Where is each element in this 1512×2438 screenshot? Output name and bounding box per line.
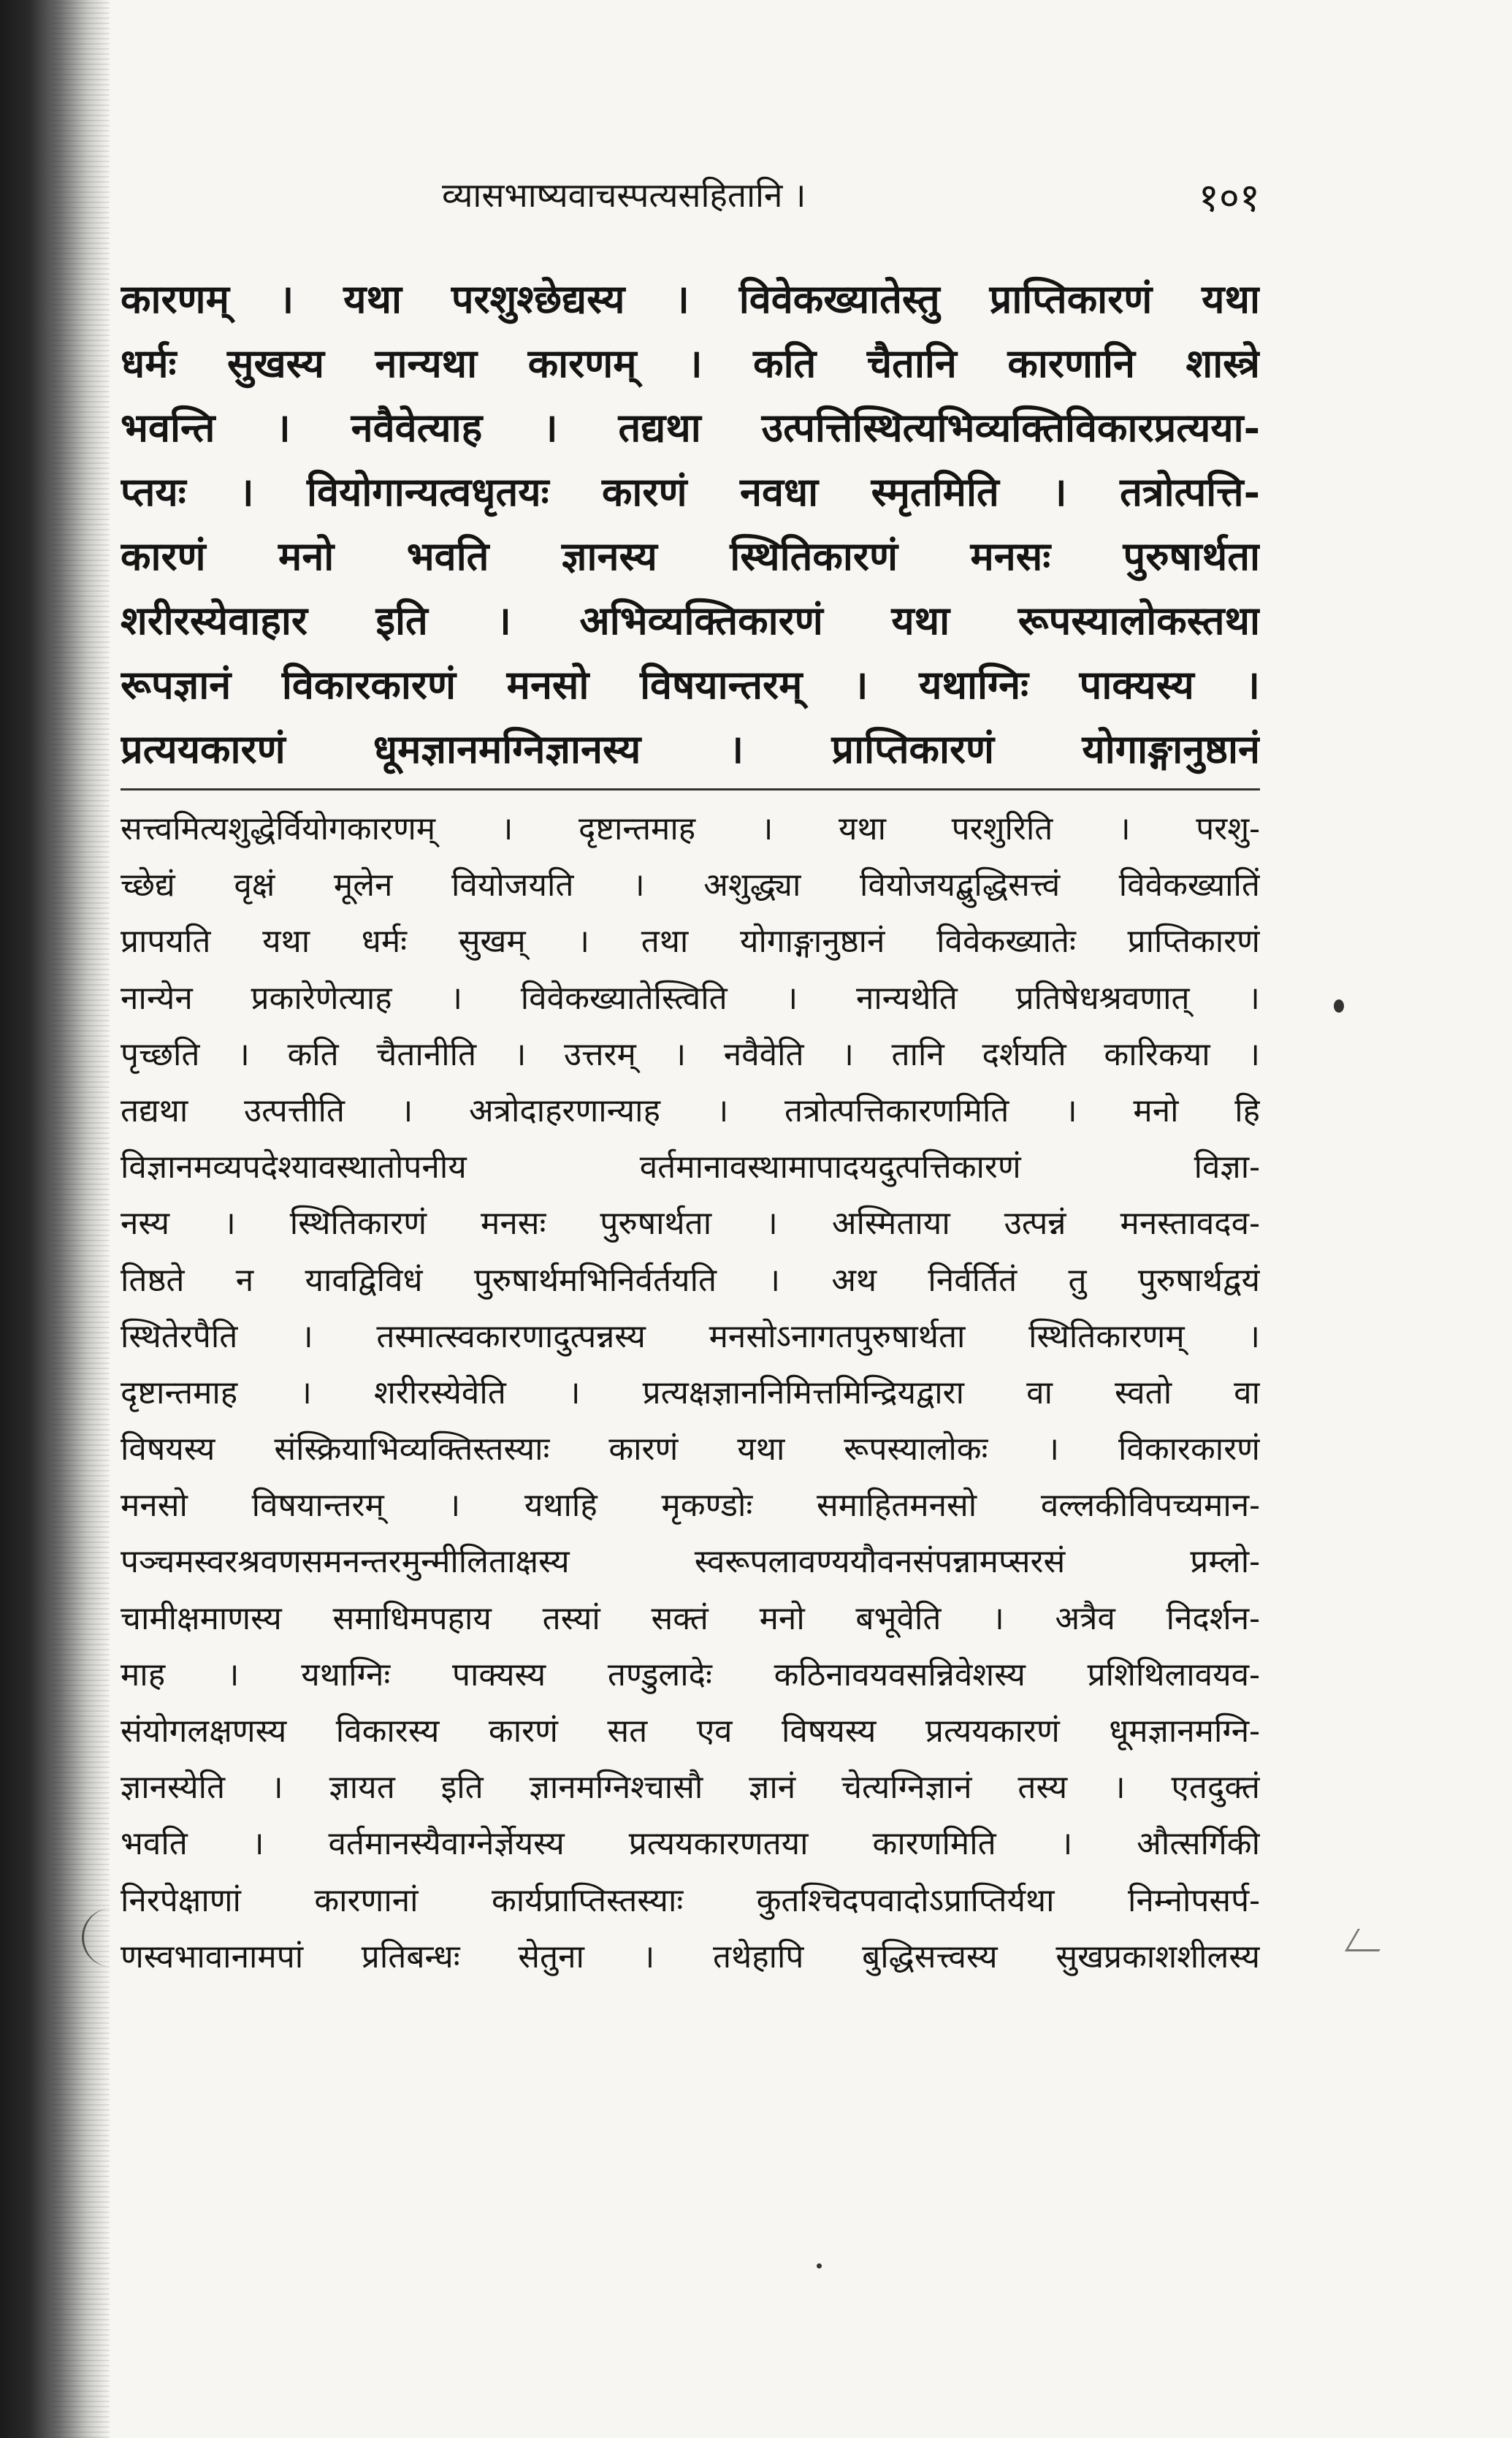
commentary-line: ज्ञानस्येति । ज्ञायत इति ज्ञानमग्निश्चासौ ज्ञानं चेत्यग्निज्ञानं तस्य । एतदुक्तं — [121, 1769, 1260, 1807]
bhashya-line: रूपज्ञानं विकारकारणं मनसो विषयान्तरम् । यथाग्निः पाक्यस्य । — [121, 661, 1260, 708]
section-divider — [121, 788, 1260, 791]
bhashya-line: शरीरस्येवाहार इति । अभिव्यक्तिकारणं यथा रूपस्यालोकस्तथा — [121, 597, 1260, 644]
pencil-tick-mark — [1345, 1929, 1392, 1951]
commentary-line: पृच्छति । कति चैतानीति । उत्तरम् । नवैवेति । तानि दर्शयति कारिकया । — [121, 1035, 1260, 1073]
commentary-line: निरपेक्षाणां कारणानां कार्यप्राप्तिस्तस्याः कुतश्चिदपवादोऽप्राप्तिर्यथा निम्नोपसर्प- — [121, 1881, 1260, 1919]
commentary-line: विषयस्य संस्क्रियाभिव्यक्तिस्तस्याः कारणं यथा रूपस्यालोकः । विकारकारणं — [121, 1431, 1260, 1468]
bhashya-line: प्तयः । वियोगान्यत्वधृतयः कारणं नवधा स्मृतमिति । तत्रोत्पत्ति- — [121, 468, 1260, 515]
commentary-line: नस्य । स्थितिकारणं मनसः पुरुषार्थता । अस्मिताया उत्पन्नं मनस्तावदव- — [121, 1205, 1260, 1243]
binding-texture — [51, 0, 110, 2438]
commentary-line: तद्यथा उत्पत्तीति । अत्रोदाहरणान्याह । तत्रोत्पत्तिकारणमिति । मनो हि — [121, 1092, 1260, 1130]
commentary-line: तिष्ठते न यावद्विविधं पुरुषार्थमभिनिर्वर्तयति । अथ निर्वर्तितं तु पुरुषार्थद्वयं — [121, 1261, 1260, 1299]
commentary-text — [121, 801, 1260, 1985]
running-header — [121, 164, 1260, 230]
commentary-line: प्रापयति यथा धर्मः सुखम् । तथा योगाङ्गानुष्ठानं विवेकख्यातेः प्राप्तिकारणं — [121, 923, 1260, 961]
bhashya-line: प्रत्ययकारणं धूमज्ञानमग्निज्ञानस्य । प्राप्तिकारणं योगाङ्गानुष्ठानं — [121, 725, 1260, 772]
header-title: व्यासभाष्यवाचस्पत्यसहितानि । — [442, 175, 806, 215]
commentary-line: संयोगलक्षणस्य विकारस्य कारणं सत एव विषयस्य प्रत्ययकारणं धूमज्ञानमग्नि- — [121, 1713, 1260, 1750]
bhashya-line: कारणम् । यथा परशुश्छेद्यस्य । विवेकख्यातेस्तु प्राप्तिकारणं यथा — [121, 275, 1260, 322]
commentary-line: मनसो विषयान्तरम् । यथाहि मृकण्डोः समाहितमनसो वल्लकीविपच्यमान- — [121, 1487, 1260, 1525]
document-page — [121, 164, 1260, 1985]
commentary-line: माह । यथाग्निः पाक्यस्य तण्डुलादेः कठिनावयवसन्निवेशस्य प्रशिथिलावयव- — [121, 1656, 1260, 1694]
ink-speck — [817, 2263, 822, 2269]
commentary-line: भवति । वर्तमानस्यैवाग्नेर्ज्ञेयस्य प्रत्ययकारणतया कारणमिति । औत्सर्गिकी — [121, 1825, 1260, 1863]
commentary-line: चामीक्षमाणस्य समाधिमपहाय तस्यां सक्तं मनो बभूवेति । अत्रैव निदर्शन- — [121, 1599, 1260, 1637]
commentary-line: स्थितेरपैति । तस्मात्स्वकारणादुत्पन्नस्य मनसोऽनागतपुरुषार्थता स्थितिकारणम् । — [121, 1317, 1260, 1355]
commentary-line: णस्वभावानामपां प्रतिबन्धः सेतुना । तथेहापि बुद्धिसत्त्वस्य सुखप्रकाशशीलस्य — [121, 1938, 1260, 1976]
bhashya-line: धर्मः सुखस्य नान्यथा कारणम् । कति चैतानि कारणानि शास्त्रे — [121, 340, 1260, 386]
bhashya-line: भवन्ति । नवैवेत्याह । तद्यथा उत्पत्तिस्थित्यभिव्यक्तिविकारप्रत्यया- — [121, 404, 1260, 451]
commentary-line: सत्त्वमित्यशुद्धेर्वियोगकारणम् । दृष्टान्तमाह । यथा परशुरिति । परशु- — [121, 810, 1260, 847]
commentary-line: दृष्टान्तमाह । शरीरस्येवेति । प्रत्यक्षज्ञाननिमित्तमिन्द्रियद्वारा वा स्वतो वा — [121, 1374, 1260, 1412]
commentary-line: नान्येन प्रकारेणेत्याह । विवेकख्यातेस्त्विति । नान्यथेति प्रतिषेधश्रवणात् । — [121, 979, 1260, 1017]
commentary-line: च्छेद्यं वृक्षं मूलेन वियोजयति । अशुद्ध्या वियोजयद्बुद्धिसत्त्वं विवेकख्यातिं — [121, 866, 1260, 904]
commentary-line: पञ्चमस्वरश्रवणसमनन्तरमुन्मीलिताक्षस्य स्वरूपलावण्ययौवनसंपन्नामप्सरसं प्रम्लो- — [121, 1543, 1260, 1581]
page-number: १०१ — [1198, 175, 1260, 221]
ink-dot-mark — [1334, 999, 1344, 1013]
bhashya-line: कारणं मनो भवति ज्ञानस्य स्थितिकारणं मनसः पुरुषार्थता — [121, 533, 1260, 579]
bhashya-text — [121, 267, 1260, 781]
commentary-line: विज्ञानमव्यपदेश्यावस्थातोपनीय वर्तमानावस्थामापादयदुत्पत्तिकारणं विज्ञा- — [121, 1148, 1260, 1186]
